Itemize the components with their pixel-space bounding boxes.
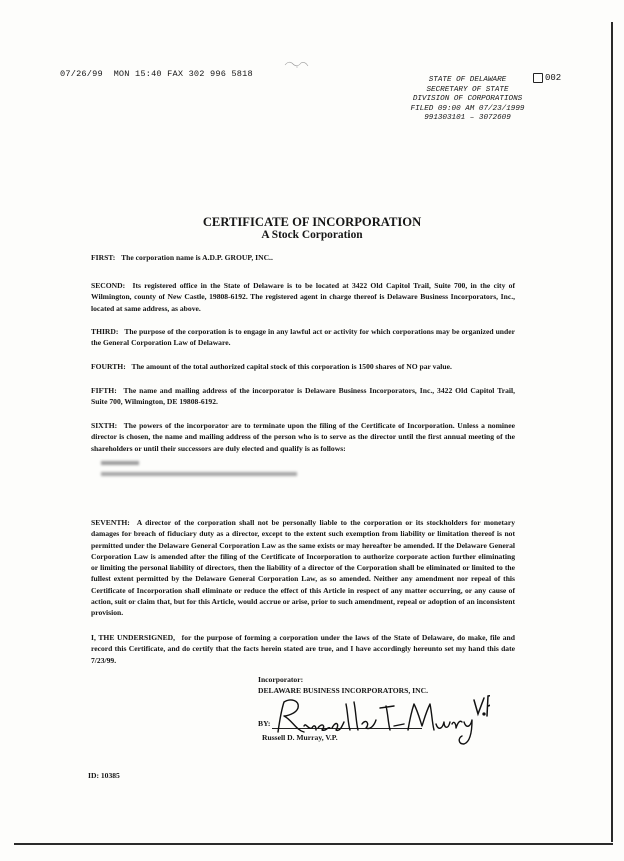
closing-lead: I, THE UNDERSIGNED, — [91, 633, 176, 642]
stamp-line: 991303101 – 3072609 — [424, 114, 511, 123]
article-lead: FOURTH: — [91, 362, 126, 371]
filing-stamp — [400, 76, 535, 124]
article-text: The name and mailing address of the incorporator is Delaware Business Incorporators, Inc., 3422 Old Capitol Trail, Suite 700, Wilmington, DE 19808-6192. — [91, 386, 516, 407]
fax-page-label: 002 — [545, 73, 562, 83]
closing-statement — [91, 632, 515, 666]
by-label: BY: — [258, 719, 271, 728]
scan-speck — [284, 58, 310, 70]
article-third — [91, 326, 515, 349]
article-text: Its registered office in the State of Delaware is to be located at 3422 Old Capitol Trail, Suite 700, in the city of Wilmington, county of New Castle, 19808-6192. The registered agent in charge thereof is Delaware Business Incorporators, Inc., located at same address, as above. — [91, 281, 515, 313]
article-first — [91, 252, 515, 263]
article-text: The purpose of the corporation is to engage in any lawful act or activity for which corporations may be organized under the General Corporation Law of Delaware. — [91, 327, 515, 348]
page-edge-right — [611, 22, 613, 842]
fax-page-number — [533, 73, 561, 83]
article-lead: FIRST: — [91, 253, 116, 262]
stamp-line: FILED 09:00 AM 07/23/1999 — [410, 104, 525, 113]
article-seventh — [91, 517, 515, 619]
closing-text: for the purpose of forming a corporation under the laws of the State of Delaware, do make, file and record this Certificate, and do certify that the facts herein stated are true, and I have accordingly hereunto set my hand this date 7/23/99. — [91, 633, 515, 665]
signer-name: Russell D. Murray, V.P. — [262, 733, 338, 742]
article-lead: THIRD: — [91, 327, 119, 336]
article-fifth — [91, 385, 515, 408]
stamp-line: STATE OF DELAWARE — [428, 76, 507, 84]
document-id: ID: 10385 — [88, 771, 120, 780]
page-edge-bottom — [14, 843, 613, 845]
incorporator-label: Incorporator: — [258, 675, 304, 684]
article-lead: FIFTH: — [91, 386, 117, 395]
article-fourth — [91, 361, 515, 372]
article-text: A director of the corporation shall not be personally liable to the corporation or its stockholders for monetary damages for breach of fiduciary duty as a director, except to the extent such exemption from liability or limitation thereof is not permitted under the Delaware General Corporation Law as the same exists or may hereafter be amended. If the Delaware General Corporation Law is amended after the filing of the Certificate of Incorporation to authorize corporate action further eliminating or limiting the personal liability of directors, then the liability of a director of the Corporation shall be eliminated or limited to the fullest extent permitted by the Delaware General Corporation Law, as so amended. Neither any amendment nor repeal of this Certificate of Incorporation shall eliminate or reduce the effect of this Article in respect of any matter occurring, or any cause of action, suit or claim that, but for this Article, would accrue or arise, prior to such amendment, repeal or adoption of an inconsistent provision. — [91, 518, 515, 618]
document-subtitle: A Stock Corporation — [261, 229, 363, 241]
document-title: CERTIFICATE OF INCORPORATION — [202, 215, 422, 229]
fax-header: 07/26/99 MON 15:40 FAX 302 996 5818 — [60, 69, 253, 79]
nominee-director-redacted — [101, 458, 301, 483]
article-second — [91, 280, 515, 314]
stamp-line: DIVISION OF CORPORATIONS — [412, 95, 523, 104]
article-lead: SEVENTH: — [91, 518, 130, 527]
article-text: The amount of the total authorized capital stock of this corporation is 1500 shares of NO par value. — [131, 362, 452, 371]
stamp-line: SECRETARY OF STATE — [426, 85, 509, 94]
redacted-text-blur — [101, 458, 301, 480]
article-text: The powers of the incorporator are to terminate upon the filing of the Certificate of Incorporation. Unless a nominee director is chosen, the name and mailing address of the person who is to serve as the director until the first annual meeting of the shareholders or until their successors are duly elected and qualify is as follows: — [91, 421, 515, 453]
article-lead: SIXTH: — [91, 421, 118, 430]
article-sixth — [91, 420, 515, 454]
article-lead: SECOND: — [91, 281, 126, 290]
article-text: The corporation name is A.D.P. GROUP, INC.. — [121, 253, 273, 262]
incorporator-company: DELAWARE BUSINESS INCORPORATORS, INC. — [258, 685, 428, 695]
